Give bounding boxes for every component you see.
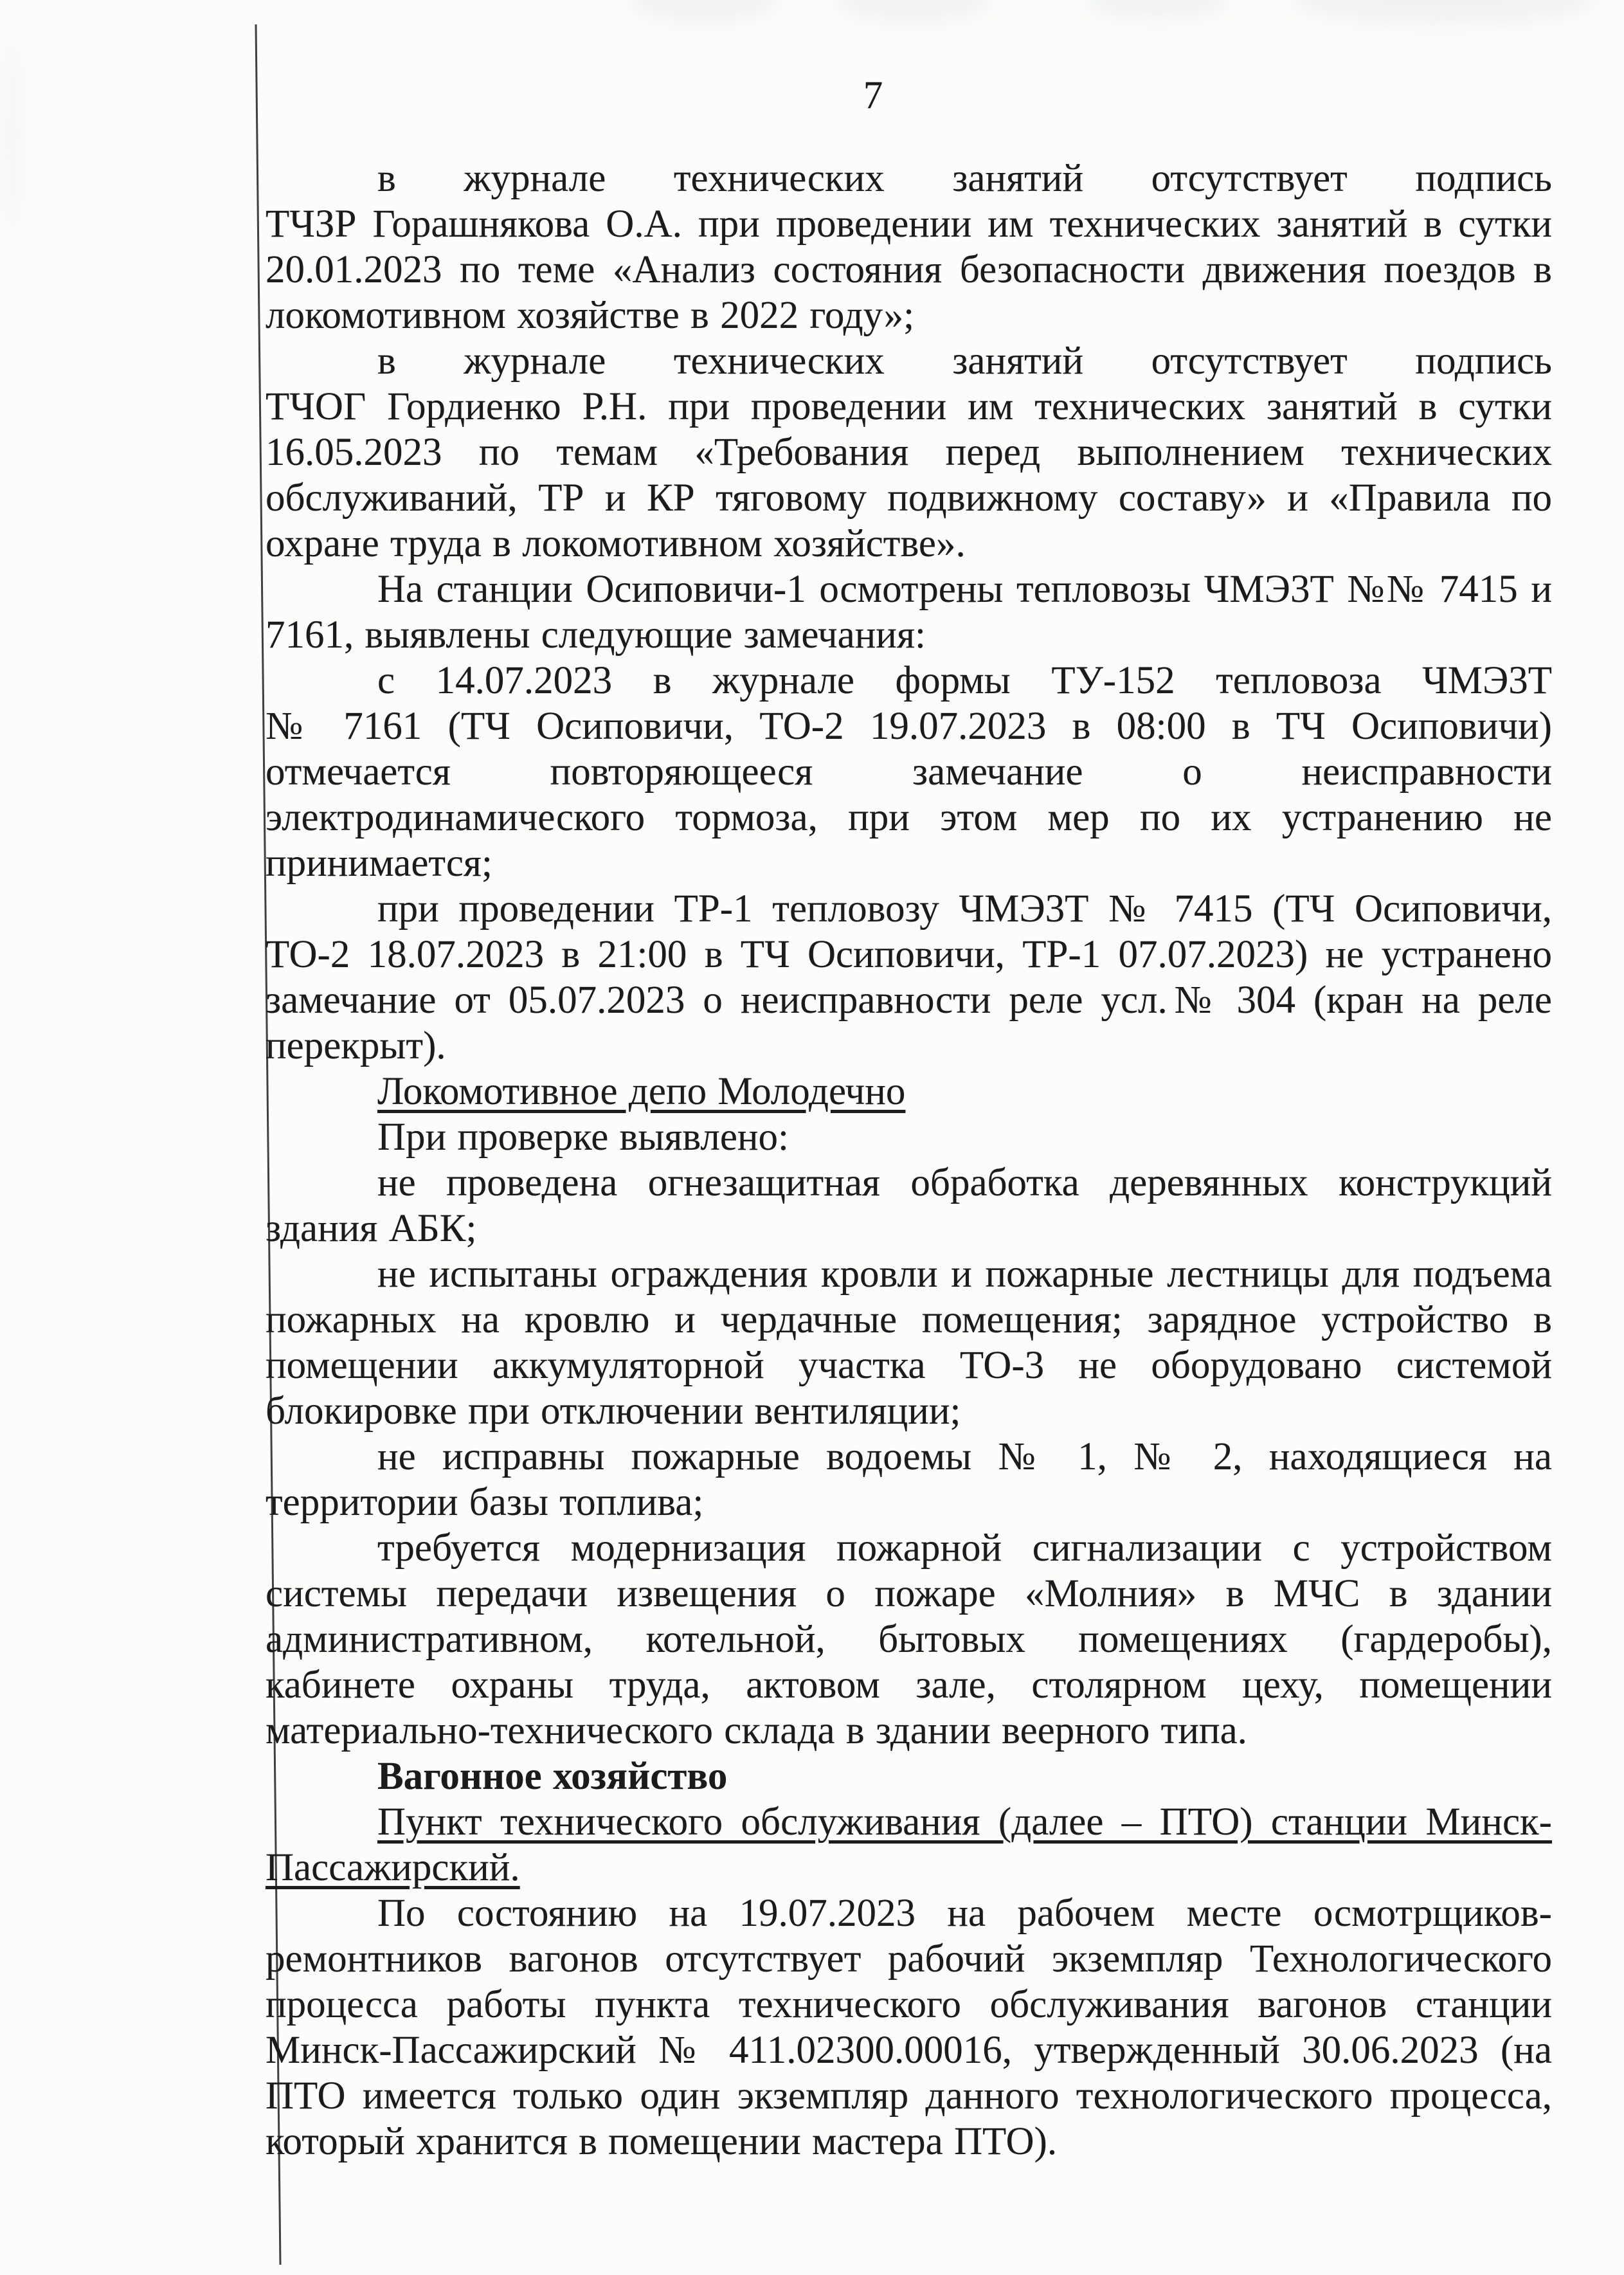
text-line: ТЧОГ Гордиенко Р.Н. при проведении им технических занятий в сутки xyxy=(266,385,1552,428)
text-line: с 14.07.2023 в журнале формы ТУ-152 тепловоза ЧМЭ3Т xyxy=(377,659,1552,702)
text-line: в журнале технических занятий отсутствует подпись xyxy=(377,340,1552,383)
text-line: процесса работы пункта технического обслуживания вагонов станции xyxy=(266,1983,1552,2026)
text-line: электродинамического тормоза, при этом мер по их устранению не xyxy=(266,796,1552,839)
text-line: пожарных на кровлю и чердачные помещения; зарядное устройство в xyxy=(266,1298,1552,1341)
section-heading-underlined: Локомотивное депо Молодечно xyxy=(377,1070,906,1113)
text-line: ТЧЗР Горашнякова О.А. при проведении им технических занятий в сутки xyxy=(266,203,1552,246)
text-line: обслуживаний, ТР и КР тяговому подвижному составу» и «Правила по xyxy=(266,476,1552,520)
text-line: 7161, выявлены следующие замечания: xyxy=(266,613,926,657)
text-line: локомотивном хозяйстве в 2022 году»; xyxy=(266,294,915,337)
text-line: ПТО имеется только один экземпляр данного технологического процесса, xyxy=(266,2074,1552,2117)
text-line: в журнале технических занятий отсутствует подпись xyxy=(377,157,1552,200)
text-line: требуется модернизация пожарной сигнализации с устройством xyxy=(377,1527,1552,1570)
text-line: перекрыт). xyxy=(266,1024,446,1067)
text-line: 16.05.2023 по темам «Требования перед выполнением технических xyxy=(266,431,1552,474)
text-line: территории базы топлива; xyxy=(266,1481,704,1524)
text-line: системы передачи извещения о пожаре «Молния» в МЧС в здании xyxy=(266,1572,1552,1615)
text-line: принимается; xyxy=(266,842,492,885)
text-line: охране труда в локомотивном хозяйстве». xyxy=(266,522,966,565)
document-body xyxy=(266,156,1552,2164)
text-line: здания АБК; xyxy=(266,1207,477,1250)
text-line: При проверке выявлено: xyxy=(377,1116,789,1159)
text-line: не проведена огнезащитная обработка деревянных конструкций xyxy=(377,1161,1552,1204)
text-line: На станции Осиповичи-1 осмотрены тепловозы ЧМЭ3Т №№ 7415 и xyxy=(377,568,1552,611)
text-line: не исправны пожарные водоемы № 1, № 2, находящиеся на xyxy=(377,1435,1552,1478)
text-line: блокировке при отключении вентиляции; xyxy=(266,1390,961,1433)
text-line: кабинете охраны труда, актовом зале, столярном цеху, помещении xyxy=(266,1663,1552,1707)
text-line: ТО-2 18.07.2023 в 21:00 в ТЧ Осиповичи, ТР-1 07.07.2023) не устранено xyxy=(266,933,1552,976)
text-line: По состоянию на 19.07.2023 на рабочем месте осмотрщиков- xyxy=(377,1892,1552,1935)
text-line: № 7161 (ТЧ Осиповичи, ТО-2 19.07.2023 в 08:00 в ТЧ Осиповичи) xyxy=(266,705,1552,748)
text-line: замечание от 05.07.2023 о неисправности реле усл.№ 304 (кран на реле xyxy=(266,979,1552,1022)
text-line: не испытаны ограждения кровли и пожарные лестницы для подъема xyxy=(377,1253,1552,1296)
text-line: который хранится в помещении мастера ПТО). xyxy=(266,2120,1058,2163)
text-line: материально-технического склада в здании веерного типа. xyxy=(266,1709,1247,1752)
text-line: Минск-Пассажирский № 411.02300.00016, утвержденный 30.06.2023 (на xyxy=(266,2029,1552,2072)
page-number: 7 xyxy=(863,74,883,117)
text-line: ремонтников вагонов отсутствует рабочий экземпляр Технологического xyxy=(266,1937,1552,1980)
text-line: административном, котельной, бытовых помещениях (гардеробы), xyxy=(266,1618,1552,1661)
text-line: отмечается повторяющееся замечание о неисправности xyxy=(266,750,1552,793)
text-line: 20.01.2023 по теме «Анализ состояния безопасности движения поездов в xyxy=(266,248,1552,291)
subsection-heading-underlined: Пассажирский. xyxy=(266,1846,520,1889)
section-heading-bold: Вагонное хозяйство xyxy=(377,1755,728,1798)
text-line: при проведении ТР-1 тепловозу ЧМЭ3Т № 7415 (ТЧ Осиповичи, xyxy=(377,887,1552,930)
subsection-heading-underlined: Пункт технического обслуживания (далее – ПТО) станции Минск- xyxy=(377,1800,1552,1844)
text-line: помещении аккумуляторной участка ТО-3 не оборудовано системой xyxy=(266,1344,1552,1387)
